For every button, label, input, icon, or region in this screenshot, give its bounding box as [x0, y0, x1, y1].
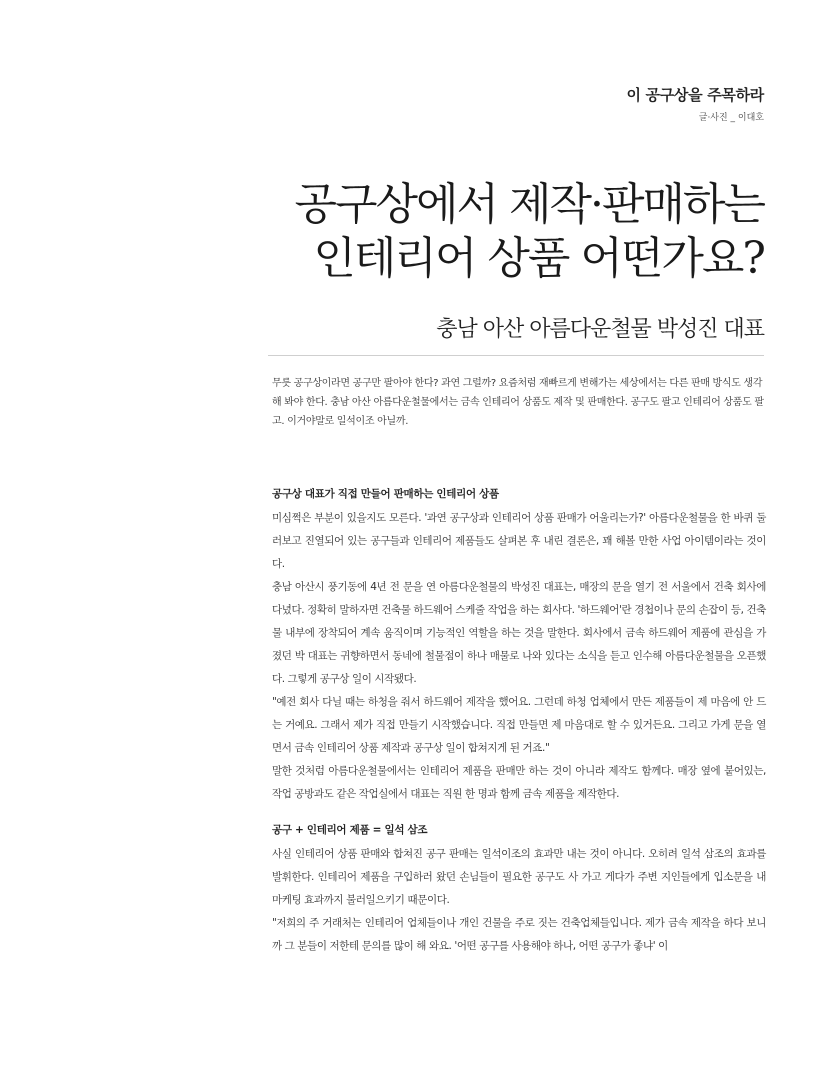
- divider: [268, 355, 764, 356]
- article-subtitle: 충남 아산 아름다운철물 박성진 대표: [436, 317, 764, 342]
- article-title: [294, 178, 764, 286]
- section-heading: 공구상 대표가 직접 만들어 판매하는 인테리어 상품: [272, 488, 499, 500]
- body-paragraph: "예전 회사 다닐 때는 하청을 줘서 하드웨어 제작을 했어요. 그런데 하청 업체에서 만든 제품들이 제 마음에 안 드는 거예요. 그래서 제가 직접 만들기 시작했습니다. 직접 만들면 제 마음대로 할 수 있거든요. 그리고 가게 문을 열면서 금속 인테리어 상품 제작과 공구상 일이 합쳐지게 된 거죠.": [272, 696, 766, 754]
- section-2: [272, 822, 766, 958]
- title-line-1: 공구상에서 제작·판매하는: [294, 179, 764, 230]
- body-paragraph: 미심쩍은 부분이 있을지도 모른다. '과연 공구상과 인테리어 상품 판매가 어울리는가?' 아름다운철물을 한 바퀴 둘러보고 진열되어 있는 공구들과 인테리어 제품들도 살펴본 후 내린 결론은, 꽤 해볼 만한 사업 아이템이라는 것이다.: [272, 512, 766, 570]
- title-line-2: 인테리어 상품 어떤가요?: [313, 233, 764, 284]
- lead-paragraph: 무릇 공구상이라면 공구만 팔아야 한다? 과연 그럴까? 요즘처럼 재빠르게 변해가는 세상에서는 다른 판매 방식도 생각해 봐야 한다. 충남 아산 아름다운철물에서는 금속 인테리어 상품도 제작 및 판매한다. 공구도 팔고 인테리어 상품도 팔고. 이거야말로 일석이조 아닐까.: [272, 378, 764, 427]
- body-paragraph: 충남 아산시 풍기동에 4년 전 문을 연 아름다운철물의 박성진 대표는, 매장의 문을 열기 전 서울에서 건축 회사에 다녔다. 정확히 말하자면 건축물 하드웨어 스케줄 작업을 하는 회사다. '하드웨어'란 경첩이나 문의 손잡이 등, 건축물 내부에 장착되어 계속 움직이며 기능적인 역할을 하는 것을 말한다. 회사에서 금속 하드웨어 제품에 관심을 가졌던 박 대표는 귀향하면서 동네에 철물점이 하나 매물로 나와 있다는 소식을 듣고 인수해 아름다운철물을 오픈했다. 그렇게 공구상 일이 시작됐다.: [272, 581, 766, 685]
- section-spacer: [272, 806, 766, 822]
- section-1: [272, 486, 766, 806]
- article-body: [272, 486, 766, 958]
- body-paragraph: 사실 인테리어 상품 판매와 합쳐진 공구 판매는 일석이조의 효과만 내는 것이 아니다. 오히려 일석 삼조의 효과를 발휘한다. 인테리어 제품을 구입하러 왔던 손님들이 필요한 공구도 사 가고 게다가 주변 지인들에게 입소문을 내 마케팅 효과까지 불러일으키기 때문이다.: [272, 848, 766, 906]
- section-heading: 공구 + 인테리어 제품 = 일석 삼조: [272, 824, 428, 836]
- body-paragraph: "저희의 주 거래처는 인테리어 업체들이나 개인 건물을 주로 짓는 건축업체들입니다. 제가 금속 제작을 하다 보니까 그 분들이 저한테 문의를 많이 해 와요. '어떤 공구를 사용해야 하나, 어떤 공구가 좋냐' 이: [272, 917, 766, 952]
- section-label: 이 공구상을 주목하라: [626, 86, 764, 104]
- byline: 글·사진 _ 이대호: [698, 113, 764, 123]
- body-paragraph: 말한 것처럼 아름다운철물에서는 인테리어 제품을 판매만 하는 것이 아니라 제작도 함께다. 매장 옆에 붙어있는, 작업 공방과도 같은 작업실에서 대표는 직원 한 명과 함께 금속 제품을 제작한다.: [272, 765, 766, 800]
